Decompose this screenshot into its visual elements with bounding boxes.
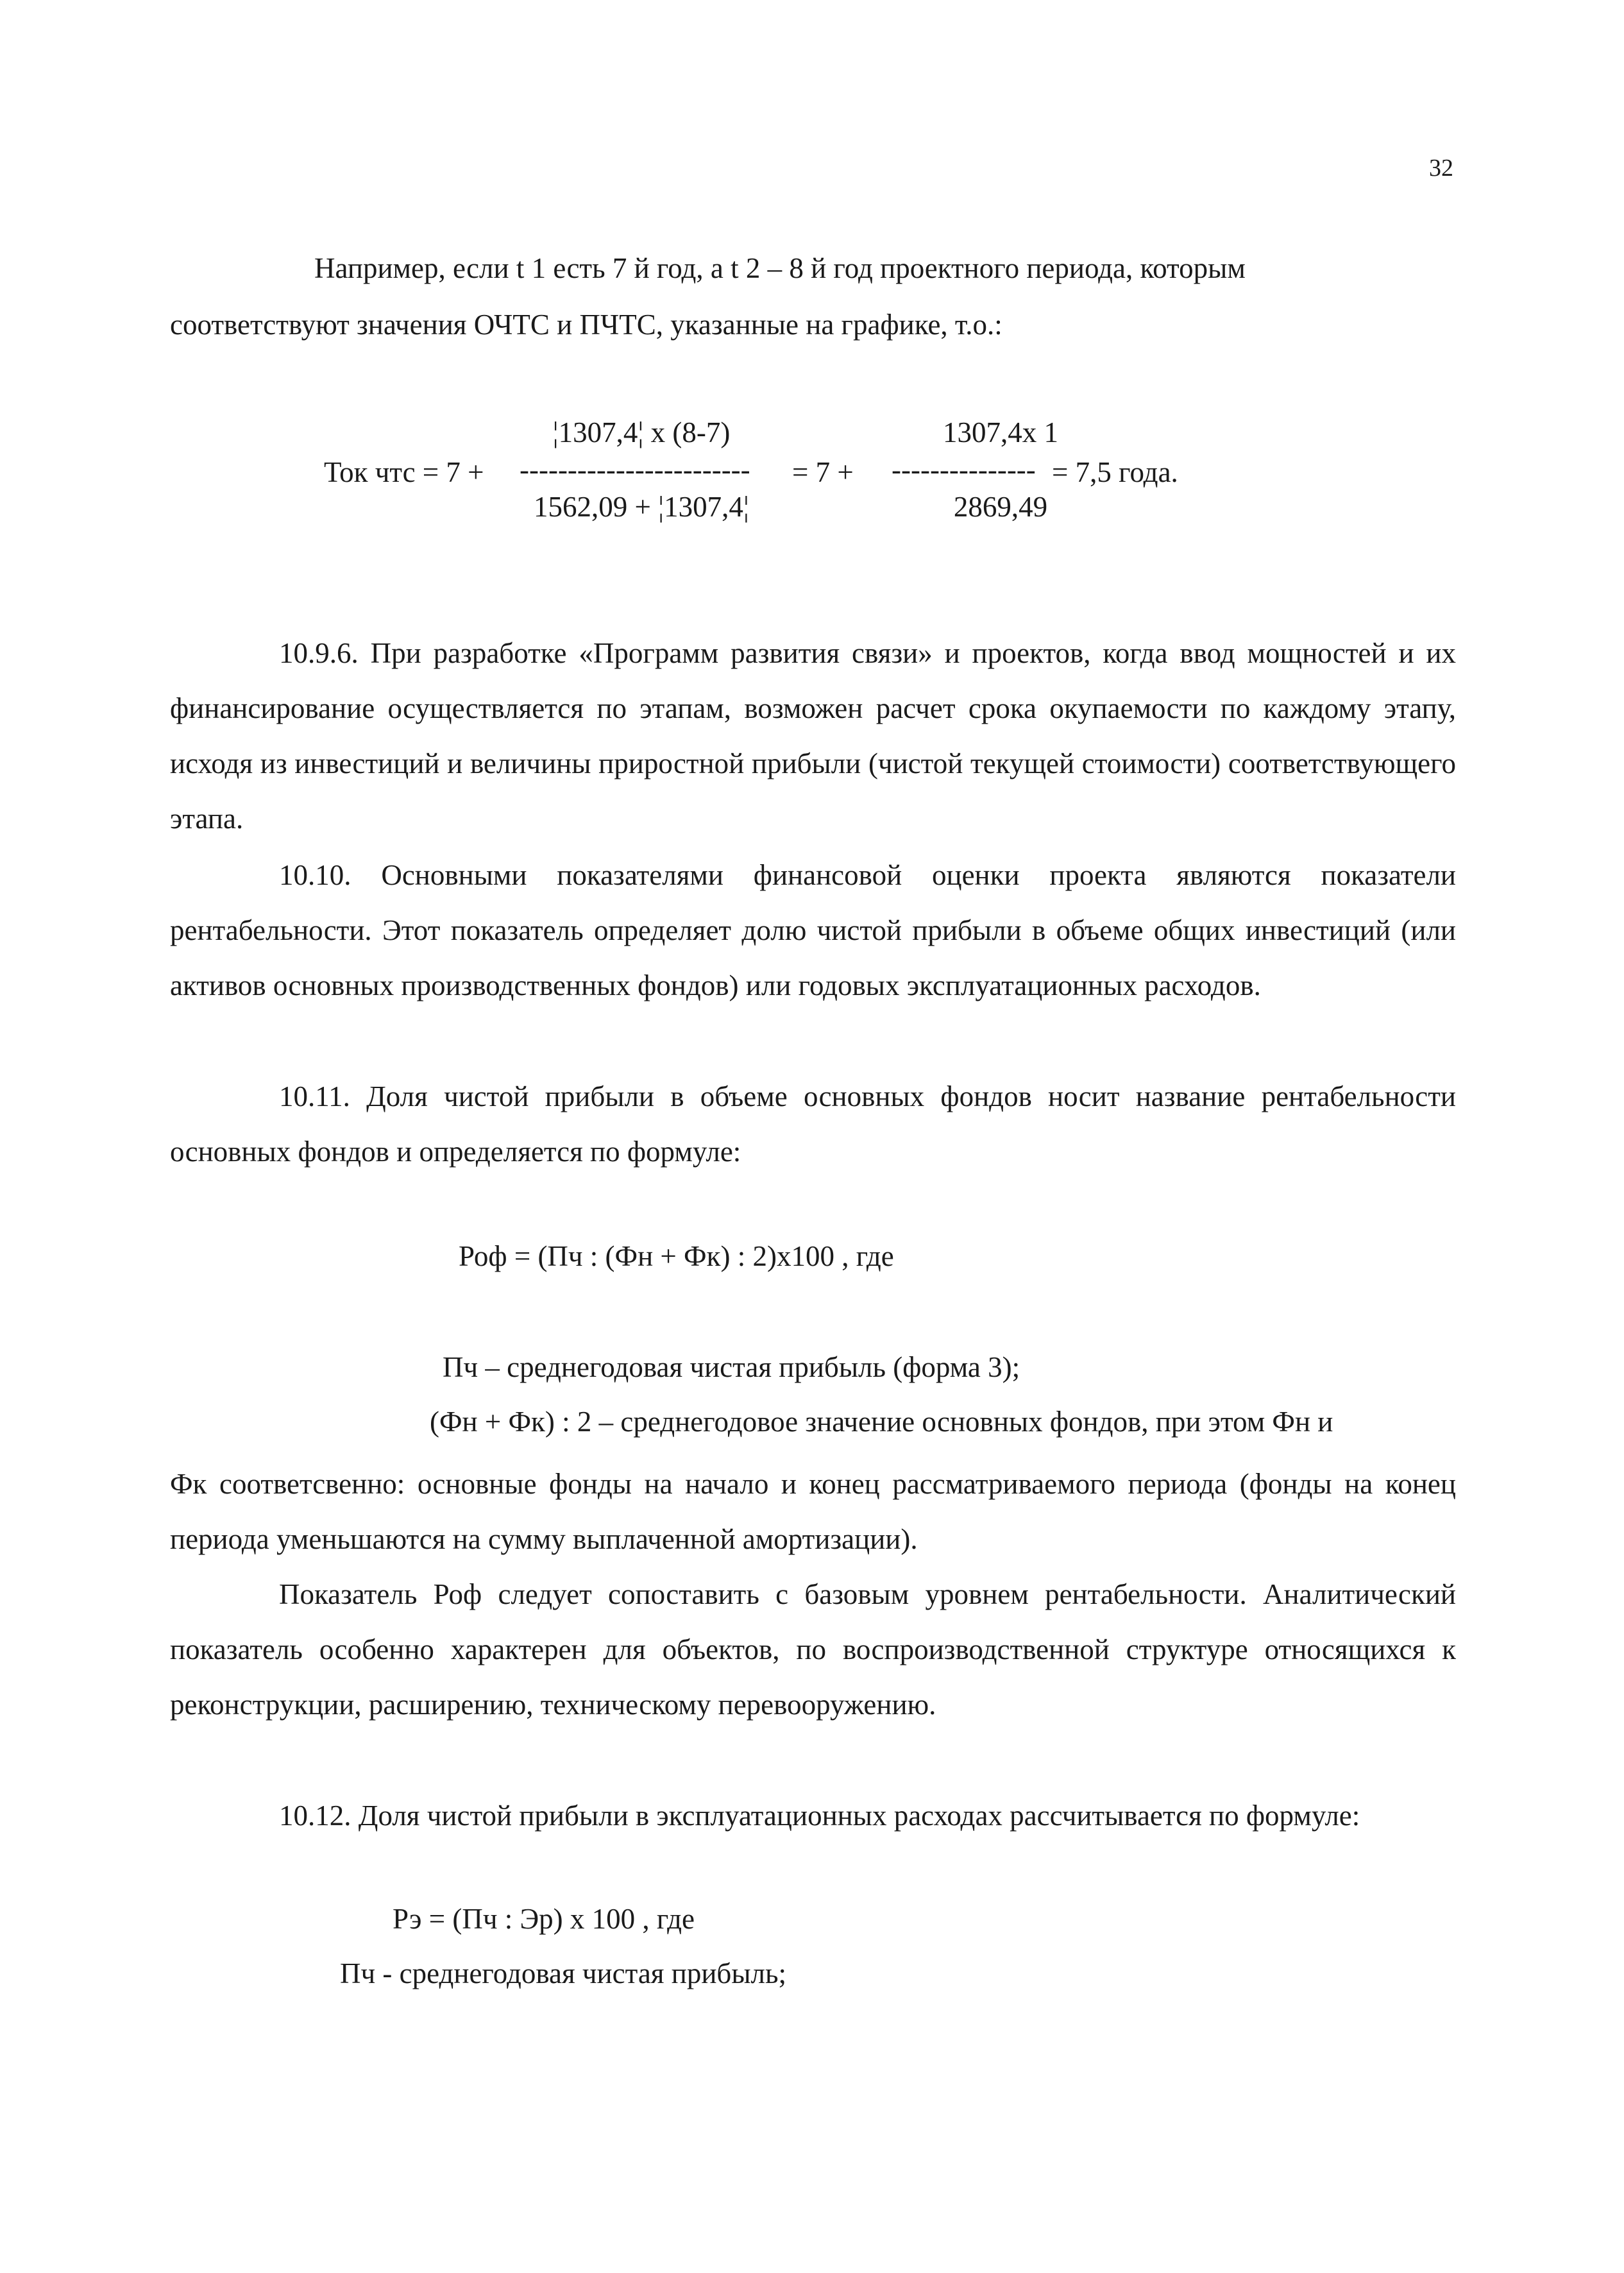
page-number: 32 [1429,155,1453,182]
formula-lhs: Ток чтс = 7 + [324,456,484,488]
definition-pch-2: Пч - среднегодовая чистая прибыль; [340,1957,787,1989]
formula-denominator-2: 2869,49 [953,491,1048,523]
paragraph-10-12: 10.12. Доля чистой прибыли в эксплуатационных расходах рассчитывается по формуле: [279,1800,1360,1832]
formula-eq-2: = 7 + [792,456,854,488]
definition-pch: Пч – среднегодовая чистая прибыль (форма 3); [443,1351,1020,1383]
formula-denominator-1: 1562,09 + ¦1307,4¦ [534,491,749,523]
definition-fn-fk-rest: Фк соответсвенно: основные фонды на начало и конец рассматриваемого периода (фонды на конец периода уменьшаются на сумму выплаченной амортизации). [170,1468,1456,1555]
formula-fraction-bar-2: --------------- [892,454,1036,486]
paragraph-10-11: 10.11. Доля чистой прибыли в объеме основных фондов носит название рентабельности основных фондов и определяется по формуле: [170,1080,1456,1168]
formula-numerator-1: ¦1307,4¦ x (8-7) [552,416,731,448]
formula-rof: Роф = (Пч : (Фн + Фк) : 2)х100 , где [459,1240,894,1272]
intro-line-1: Например, если t 1 есть 7 й год, а t 2 – 8 й год проектного периода, которым [314,252,1246,284]
paragraph-rof-compare: Показатель Роф следует сопоставить с базовым уровнем рентабельности. Аналитический показатель особенно характерен для объектов, по воспроизводственной структуре относящихся к реконструкции, расширению, техническому перевооружению. [170,1578,1456,1721]
paragraph-10-10: 10.10. Основными показателями финансовой оценки проекта являются показатели рентабельности. Этот показатель определяет долю чистой прибыли в объеме общих инвестиций (или активов основных производственных фондов) или годовых эксплуатационных расходов. [170,859,1456,1001]
formula-fraction-bar-1: ------------------------ [520,454,750,486]
formula-re: Рэ = (Пч : Эр) x 100 , где [393,1903,695,1935]
formula-numerator-2: 1307,4x 1 [943,416,1058,448]
definition-fn-fk-first: (Фн + Фк) : 2 – среднегодовое значение основных фондов, при этом Фн и [430,1406,1333,1438]
formula-result: = 7,5 года. [1052,456,1178,488]
paragraph-10-9-6: 10.9.6. При разработке «Программ развития связи» и проектов, когда ввод мощностей и их финансирование осуществляется по этапам, возможен расчет срока окупаемости по каждому этапу, исходя из инвестиций и величины приростной прибыли (чистой текущей стоимости) соответствующего этапа. [170,637,1456,835]
intro-line-2: соответствуют значения ОЧТС и ПЧТС, указанные на графике, т.о.: [170,309,1002,341]
